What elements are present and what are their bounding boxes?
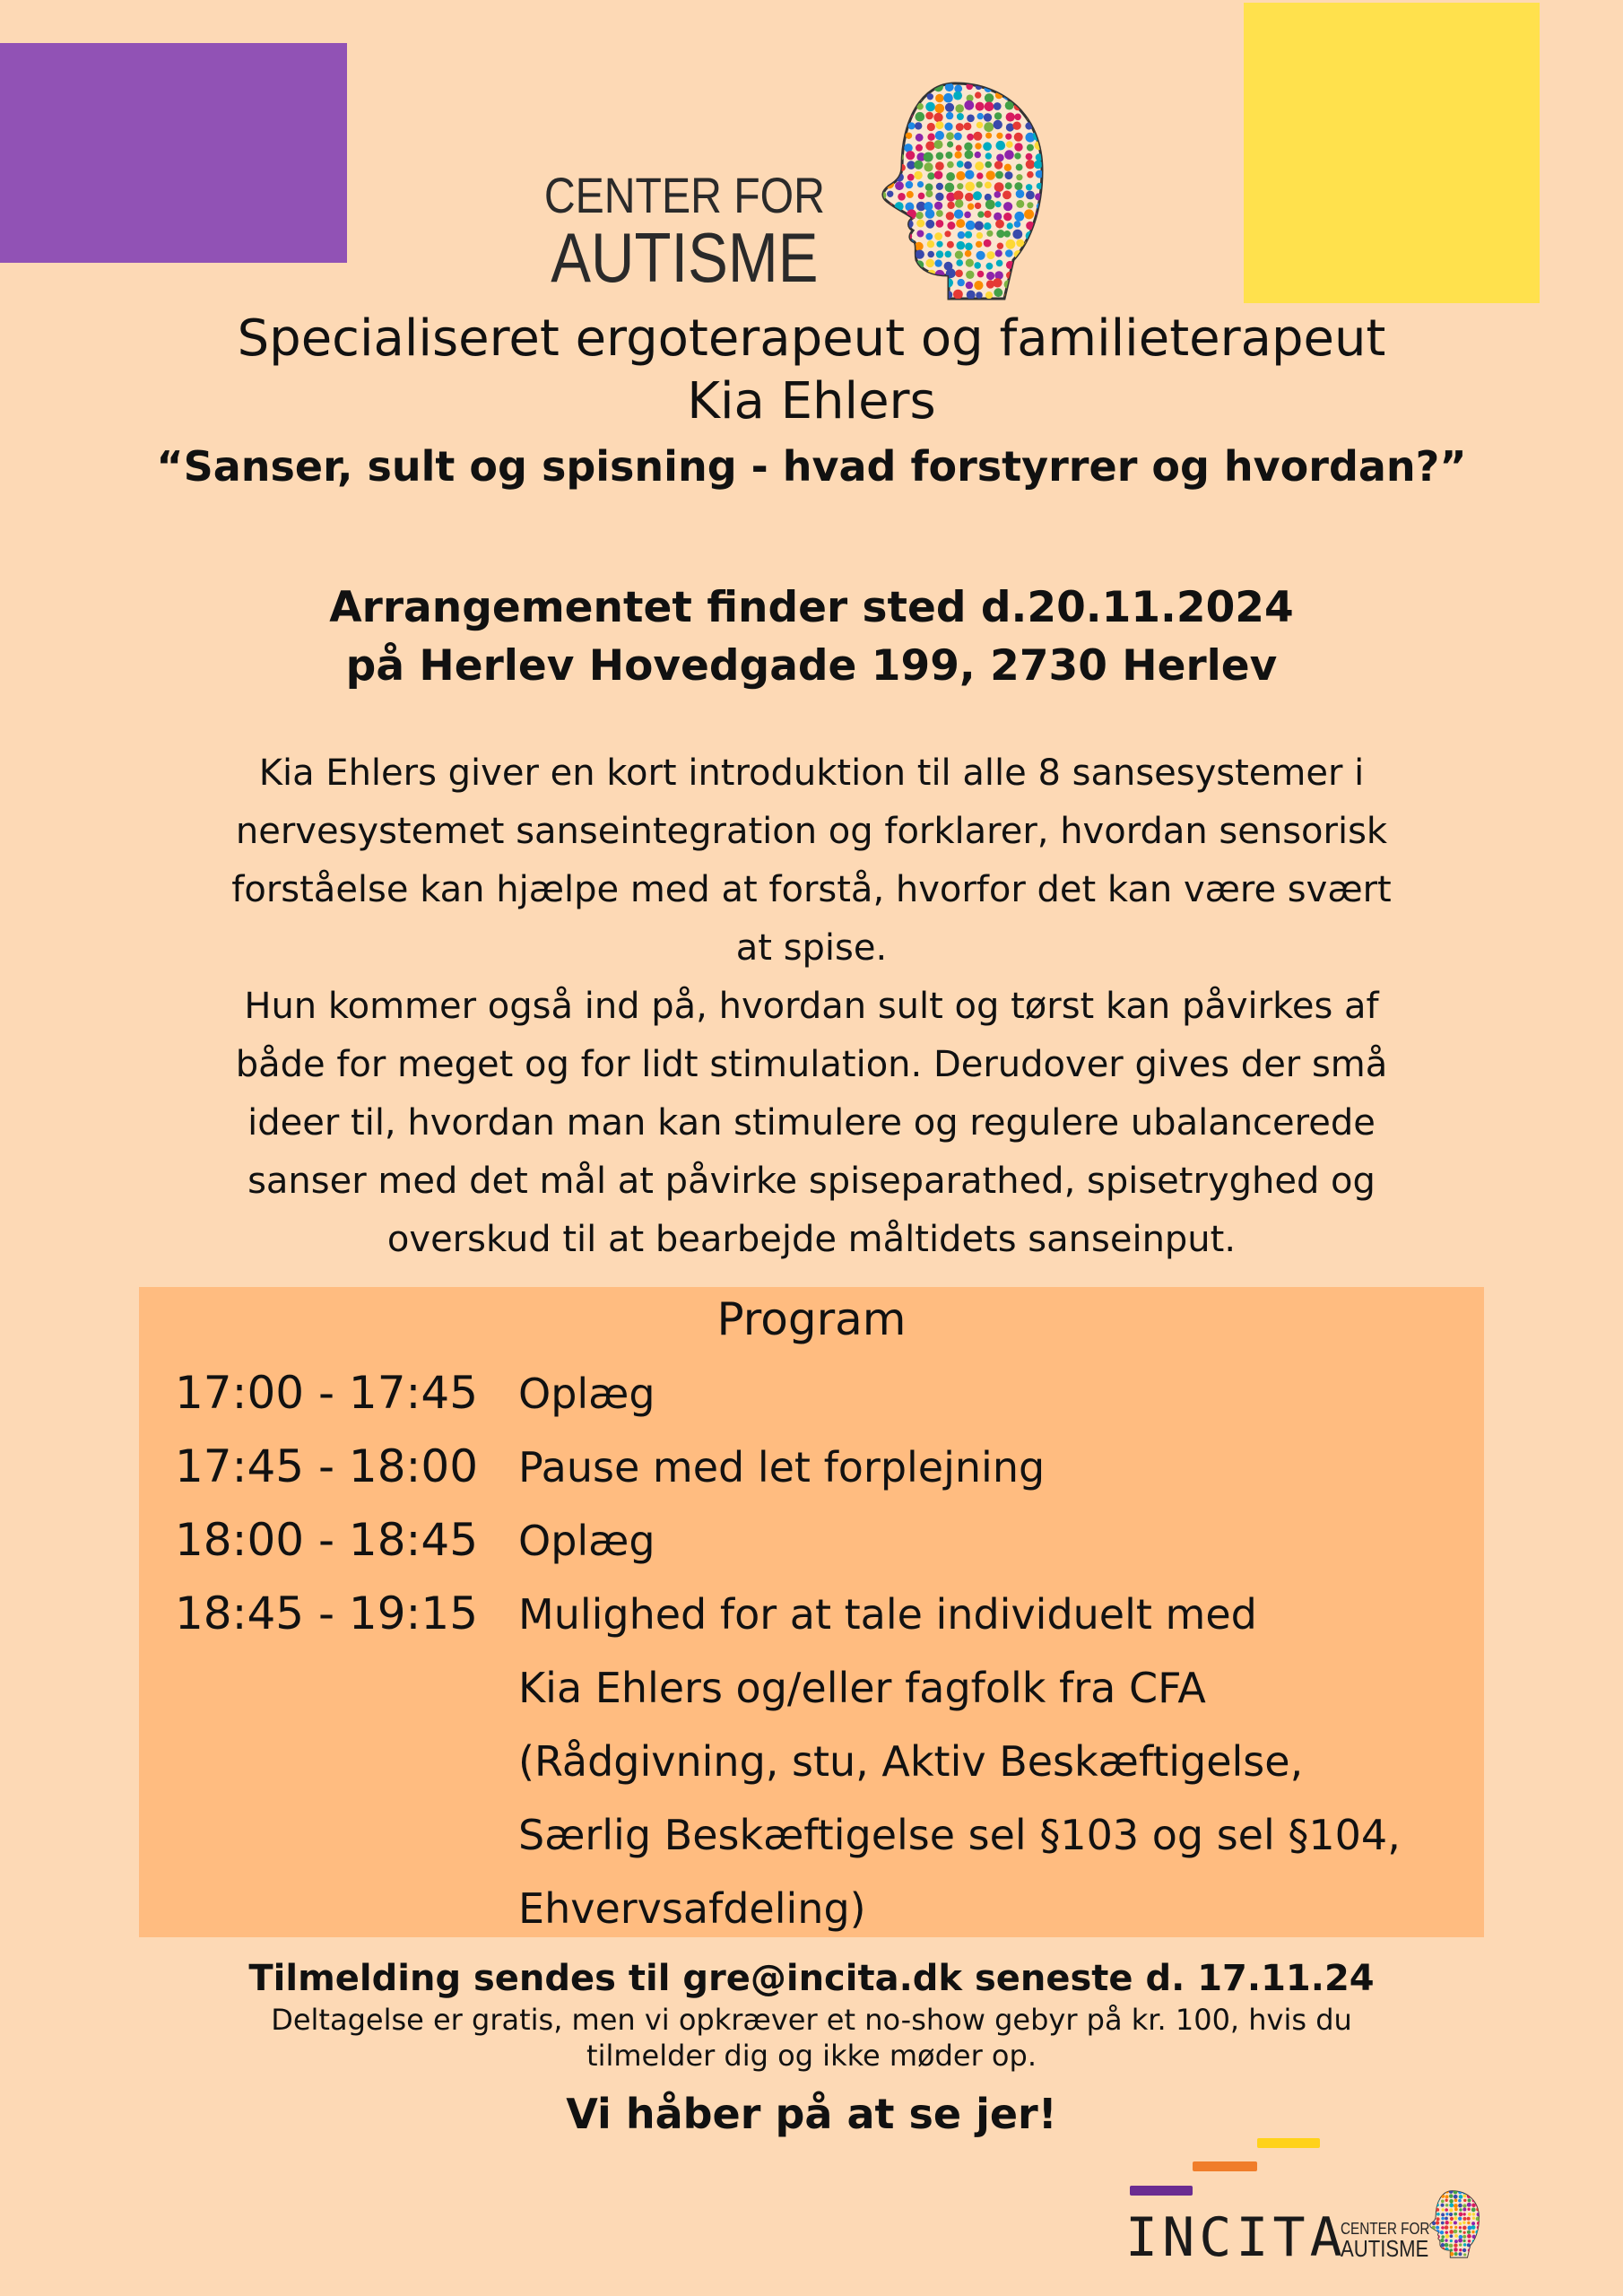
yellow-decor-block: [1244, 3, 1540, 303]
incita-bar-yellow: [1257, 2138, 1320, 2148]
talk-subtitle: “Sanser, sult og spisning - hvad forstyrrer og hvordan?”: [156, 442, 1467, 491]
program-time: 18:00 - 18:45: [175, 1514, 479, 1566]
description-line: Kia Ehlers giver en kort introduktion til alle 8 sansesystemer i: [258, 752, 1365, 794]
logo-line2: AUTISME: [551, 218, 819, 297]
signup-info: Tilmelding sendes til gre@incita.dk seneste d. 17.11.24: [248, 1958, 1375, 1999]
program-desc: Kia Ehlers og/eller fagfolk fra CFA: [518, 1664, 1206, 1712]
description-line: at spise.: [735, 927, 888, 969]
program-desc: Pause med let forplejning: [518, 1443, 1046, 1492]
program-desc: Ehvervsafdeling): [518, 1884, 866, 1933]
program-desc: Særlig Beskæftigelse sel §103 og sel §104,: [518, 1811, 1401, 1859]
title-line1: Specialiseret ergoterapeut og familieterapeut: [237, 309, 1386, 368]
title-line2: Kia Ehlers: [687, 372, 936, 430]
description-line: Hun kommer også ind på, hvordan sult og tørst kan påvirkes af: [244, 986, 1379, 1027]
small-logo-line1: CENTER FOR: [1341, 2220, 1430, 2238]
program-time: 17:00 - 17:45: [175, 1367, 479, 1419]
description-line: overskud til at bearbejde måltidets sanseinput.: [386, 1219, 1237, 1260]
description-line: både for meget og for lidt stimulation. Derudover gives der små: [235, 1044, 1388, 1085]
program-desc: (Rådgivning, stu, Aktiv Beskæftigelse,: [518, 1737, 1304, 1786]
small-cfa-logo-text: [1341, 2221, 1429, 2260]
dotted-head-icon: [870, 76, 1049, 300]
description-line: forståelse kan hjælpe med at forstå, hvorfor det kan være svært: [231, 869, 1392, 910]
logo-line1: CENTER FOR: [543, 167, 825, 223]
program-time: 17:45 - 18:00: [175, 1440, 479, 1492]
description-line: nervesystemet sanseintegration og forklarer, hvordan sensorisk: [235, 811, 1388, 852]
program-title: Program: [716, 1293, 907, 1345]
incita-bar-orange: [1193, 2161, 1257, 2171]
description-line: sanser med det mål at påvirke spiseparathed, spisetryghed og: [247, 1161, 1376, 1202]
purple-decor-block: [0, 43, 347, 263]
program-desc: Oplæg: [518, 1517, 655, 1565]
program-time: 18:45 - 19:15: [175, 1587, 479, 1639]
event-address: på Herlev Hovedgade 199, 2730 Herlev: [345, 641, 1278, 691]
program-desc: Mulighed for at tale individuelt med: [518, 1590, 1257, 1639]
center-for-autisme-logo-text: [538, 167, 831, 297]
event-date: Arrangementet finder sted d.20.11.2024: [329, 583, 1294, 632]
fee-note-line1: Deltagelse er gratis, men vi opkræver et no-show gebyr på kr. 100, hvis du: [271, 2003, 1352, 2037]
program-desc: Oplæg: [518, 1370, 655, 1418]
fee-note-line2: tilmelder dig og ikke møder op.: [586, 2039, 1037, 2073]
incita-logo: INCITA: [1125, 2206, 1347, 2269]
description: [0, 744, 1623, 1269]
incita-bar-purple: [1130, 2186, 1193, 2196]
description-line: ideer til, hvordan man kan stimulere og regulere ubalancerede: [247, 1102, 1376, 1144]
small-logo-line2: AUTISME: [1341, 2235, 1429, 2262]
small-dotted-head-icon: [1426, 2188, 1481, 2258]
closing-message: Vi håber på at se jer!: [566, 2090, 1057, 2138]
